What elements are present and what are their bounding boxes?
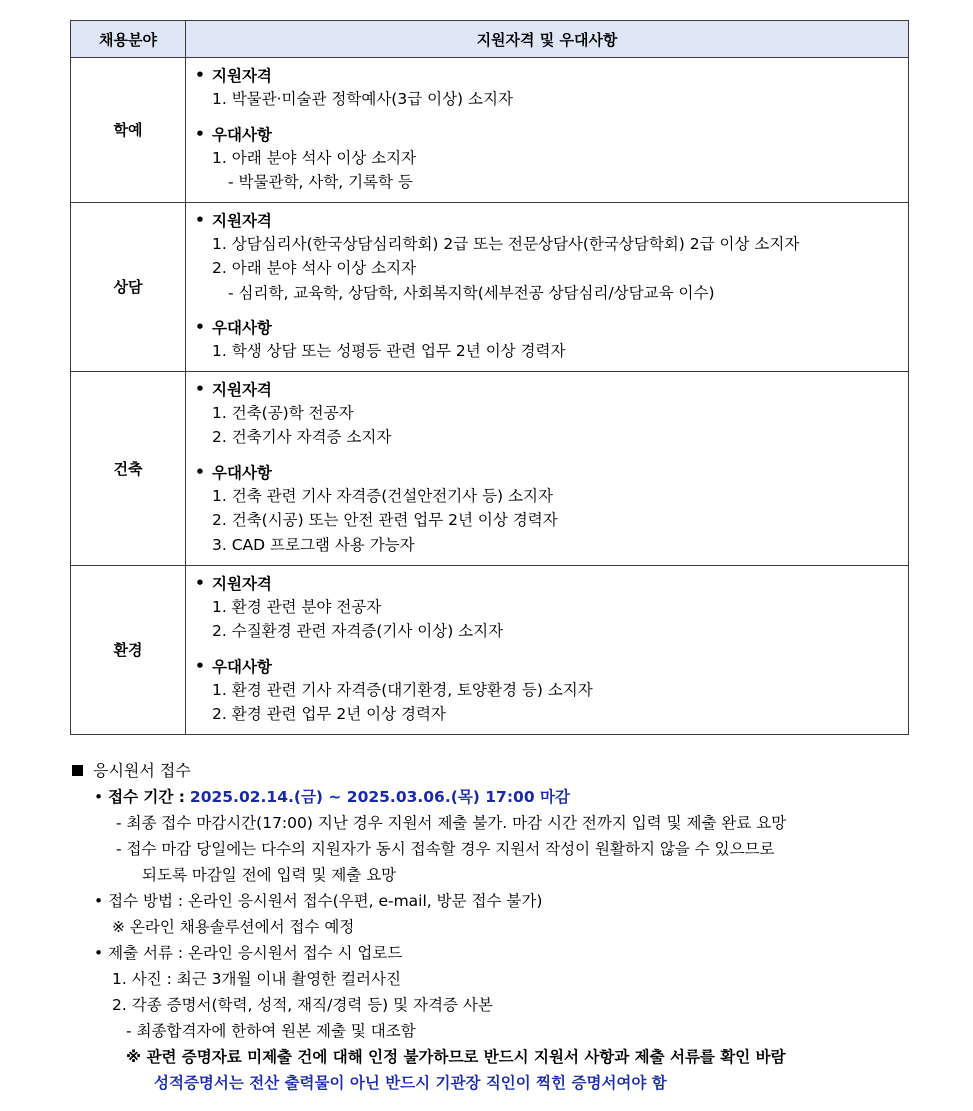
header-content: 지원자격 및 우대사항 <box>186 21 909 58</box>
docs-line <box>72 940 922 966</box>
row-content <box>186 58 909 203</box>
preference-item: 1. 학생 상담 또는 성평등 관련 업무 2년 이상 경력자 <box>212 342 566 360</box>
square-bullet-icon <box>72 765 83 776</box>
bullet-icon: • <box>195 124 205 143</box>
preference-heading: • 우대사항 <box>195 318 272 337</box>
preference-item: 3. CAD 프로그램 사용 가능자 <box>212 535 415 554</box>
field-name: 환경 <box>71 565 186 734</box>
doc-item: 2. 각종 증명서(학력, 성적, 재직/경력 등) 및 자격증 사본 <box>112 996 493 1014</box>
row-content <box>186 565 909 734</box>
table-row <box>71 202 909 371</box>
qualification-item: 2. 수질환경 관련 자격증(기사 이상) 소지자 <box>212 622 504 640</box>
bullet-icon: • <box>195 656 205 675</box>
bullet-icon: • <box>94 892 104 910</box>
doc-note: - 최종합격자에 한하여 원본 제출 및 대조함 <box>126 1022 416 1040</box>
period-note: - 최종 접수 마감시간(17:00) 지난 경우 지원서 제출 불가. 마감 시간 전까지 입력 및 제출 완료 요망 <box>116 814 787 832</box>
qualification-item: 1. 건축(공)학 전공자 <box>212 403 354 422</box>
method-note: ※ 온라인 채용솔루션에서 접수 예정 <box>112 918 355 936</box>
qualification-item: 2. 건축기사 자격증 소지자 <box>212 428 392 446</box>
qualification-item: 1. 박물관·미술관 정학예사(3급 이상) 소지자 <box>212 90 513 108</box>
field-name: 상담 <box>71 202 186 371</box>
bullet-icon: • <box>94 788 104 806</box>
bullet-icon: • <box>195 379 205 398</box>
preference-item: 2. 환경 관련 업무 2년 이상 경력자 <box>212 705 446 723</box>
bullet-icon: • <box>94 944 104 962</box>
doc-item: 1. 사진 : 최근 3개월 이내 촬영한 컬러사진 <box>112 970 401 988</box>
table-row <box>71 58 909 203</box>
bullet-icon: • <box>195 210 205 229</box>
preference-heading: • 우대사항 <box>195 462 272 482</box>
table-row <box>71 565 909 734</box>
warning-line-blue: 성적증명서는 전산 출력물이 아닌 반드시 기관장 직인이 찍힌 증명서여야 함 <box>154 1074 667 1092</box>
preference-item: 1. 아래 분야 석사 이상 소지자 <box>212 148 417 167</box>
period-note: - 접수 마감 당일에는 다수의 지원자가 동시 접속할 경우 지원서 작성이 원활하지 않을 수 있으므로 <box>116 840 775 858</box>
bullet-icon: • <box>195 318 205 336</box>
qualification-item: 1. 상담심리사(한국상담심리학회) 2급 또는 전문상담사(한국상담학회) 2급 이상 소지자 <box>212 234 800 253</box>
method-text: 접수 방법 : 온라인 응시원서 접수(우편, e-mail, 방문 접수 불가) <box>108 892 543 910</box>
qualification-heading: • 지원자격 <box>195 210 272 230</box>
field-name: 건축 <box>71 371 186 565</box>
row-content <box>186 202 909 371</box>
application-notice <box>72 758 922 1096</box>
qualification-heading: • 지원자격 <box>195 66 272 85</box>
qualification-item: 2. 아래 분야 석사 이상 소지자 <box>212 259 417 277</box>
period-value: 2025.02.14.(금) ~ 2025.03.06.(목) 17:00 마감 <box>189 788 570 806</box>
bullet-icon: • <box>195 462 205 481</box>
preference-item: 2. 건축(시공) 또는 안전 관련 업무 2년 이상 경력자 <box>212 511 558 529</box>
period-note-continued: 되도록 마감일 전에 입력 및 제출 요망 <box>142 866 397 884</box>
period-line <box>72 784 922 810</box>
preference-item: 1. 건축 관련 기사 자격증(건설안전기사 등) 소지자 <box>212 486 553 505</box>
preference-item: 1. 환경 관련 기사 자격증(대기환경, 토양환경 등) 소지자 <box>212 680 593 699</box>
row-content <box>186 371 909 565</box>
field-name: 학예 <box>71 58 186 203</box>
table-row <box>71 371 909 565</box>
method-line <box>72 888 922 914</box>
qualification-heading: • 지원자격 <box>195 573 272 593</box>
preference-heading: • 우대사항 <box>195 656 272 676</box>
preference-subitem: - 박물관학, 사학, 기록학 등 <box>228 173 413 191</box>
docs-text: 제출 서류 : 온라인 응시원서 접수 시 업로드 <box>108 944 403 962</box>
bullet-icon: • <box>195 66 205 84</box>
qualification-heading: • 지원자격 <box>195 379 272 399</box>
qualification-subitem: - 심리학, 교육학, 상담학, 사회복지학(세부전공 상담심리/상담교육 이수) <box>228 283 715 302</box>
bullet-icon: • <box>195 573 205 592</box>
notice-title: 응시원서 접수 <box>72 758 922 784</box>
table-header-row <box>71 21 909 58</box>
header-field: 채용분야 <box>71 21 186 58</box>
warning-line: ※ 관련 증명자료 미제출 건에 대해 인정 불가하므로 반드시 지원서 사항과 제출 서류를 확인 바람 <box>126 1048 786 1066</box>
preference-heading: • 우대사항 <box>195 124 272 144</box>
period-label: 접수 기간 : <box>108 788 185 806</box>
requirements-table <box>70 20 909 735</box>
qualification-item: 1. 환경 관련 분야 전공자 <box>212 597 382 616</box>
